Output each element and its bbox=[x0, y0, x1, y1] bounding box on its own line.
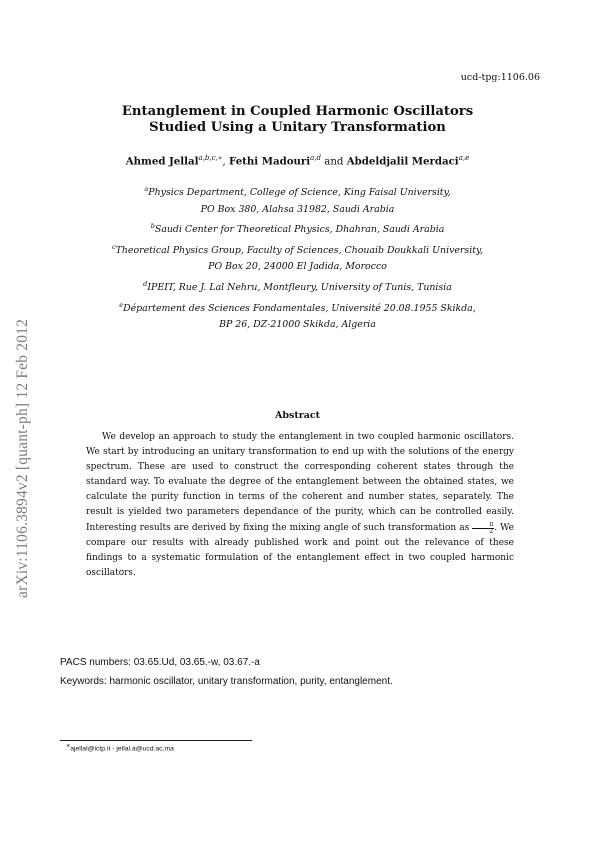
footnote-email[interactable]: ajellal@ictp.it - jellal.a@ucd.ac.ma bbox=[70, 745, 174, 753]
footnote-mark: ∗ bbox=[66, 743, 71, 749]
affiliation-mark: c bbox=[111, 242, 116, 251]
affiliation-line bbox=[60, 218, 535, 239]
title-line-2: Studied Using a Unitary Transformation bbox=[149, 120, 446, 135]
fraction-denominator: 2 bbox=[489, 527, 494, 535]
fraction-numerator: π bbox=[472, 522, 494, 529]
affiliation-line bbox=[60, 276, 535, 297]
affiliation-mark: e bbox=[119, 300, 124, 309]
author-name: Abdeldjalil Merdaci bbox=[346, 155, 459, 168]
report-number: ucd-tpg:1106.06 bbox=[460, 72, 540, 83]
affiliation-line: PO Box 20, 24000 El Jadida, Morocco bbox=[208, 261, 387, 273]
author-affil-marks: a,e bbox=[458, 154, 470, 162]
affiliation-text: Theoretical Physics Group, Faculty of Sciences, Chouaib Doukkali University, bbox=[115, 244, 483, 256]
title-line-1: Entanglement in Coupled Harmonic Oscillators bbox=[121, 104, 474, 119]
affiliation-line bbox=[60, 239, 535, 260]
author-separator: , bbox=[222, 156, 230, 168]
author-affil-marks: a,d bbox=[310, 154, 322, 162]
affiliations bbox=[60, 181, 535, 334]
fraction-pi-over-2 bbox=[472, 522, 494, 535]
abstract-text: We develop an approach to study the entanglement in two coupled harmonic oscillators. We start by introducing an unitary transformation to end up with the solutions of the energy spectrum. These are used to construct the corresponding coherent states through the standard way. To evaluate the degree of the entanglement between the obtained states, we calculate the purity function in terms of the coherent and number states, separately. The result is yielded two parameters dependance of the purity, which can be controlled easily. Interesting results are derived by fixing the mixing angle of such transformation as bbox=[86, 432, 514, 533]
paper-title bbox=[60, 104, 535, 136]
footnote bbox=[66, 743, 174, 752]
affiliation-text: Physics Department, College of Science, King Faisal University, bbox=[148, 187, 451, 199]
footnote-rule bbox=[60, 740, 252, 741]
pacs-numbers: PACS numbers: 03.65.Ud, 03.65.-w, 03.67.-a bbox=[60, 657, 260, 668]
abstract-body bbox=[86, 430, 514, 581]
affiliation-mark: b bbox=[150, 222, 155, 231]
affiliation-line bbox=[60, 181, 535, 202]
author-name: Ahmed Jellal bbox=[125, 155, 199, 168]
abstract-text: . We compare our results with already published work and point out the relevance of these findings to a systematic formulation of the entanglement effect in two coupled harmonic oscillators. bbox=[86, 522, 514, 578]
affiliation-line: BP 26, DZ-21000 Skikda, Algeria bbox=[219, 319, 376, 331]
abstract-heading: Abstract bbox=[274, 410, 321, 421]
author-and: and bbox=[321, 156, 347, 168]
keywords: Keywords: harmonic oscillator, unitary transformation, purity, entanglement. bbox=[60, 676, 393, 687]
affiliation-line bbox=[60, 297, 535, 318]
author-name: Fethi Madouri bbox=[229, 155, 311, 168]
affiliation-mark: a bbox=[144, 185, 149, 193]
affiliation-text: Saudi Center for Theoretical Physics, Dhahran, Saudi Arabia bbox=[154, 224, 445, 236]
affiliation-text: Département des Sciences Fondamentales, Université 20.08.1955 Skikda, bbox=[123, 302, 476, 314]
affiliation-line: PO Box 380, Alahsa 31982, Saudi Arabia bbox=[200, 203, 395, 215]
affiliation-text: IPEIT, Rue J. Lal Nehru, Montfleury, University of Tunis, Tunisia bbox=[147, 282, 452, 293]
arxiv-sidebar-stamp: arXiv:1106.3894v2 [quant-ph] 12 Feb 2012 bbox=[14, 318, 31, 598]
author-affil-marks: a,b,c,∗ bbox=[198, 154, 223, 162]
affiliation-mark: d bbox=[143, 279, 148, 288]
author-list bbox=[60, 154, 535, 167]
